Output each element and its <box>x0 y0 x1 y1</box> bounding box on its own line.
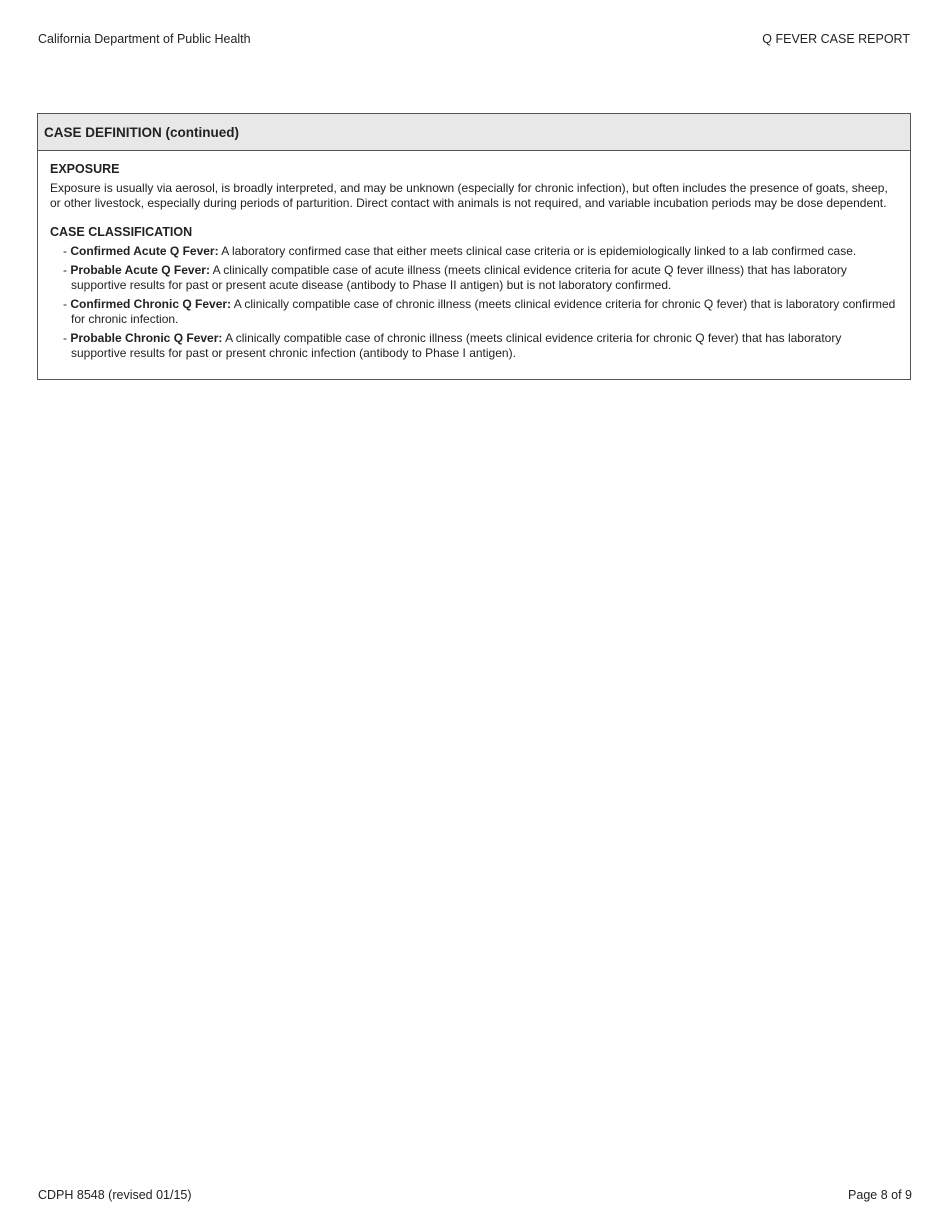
classification-text: A clinically compatible case of chronic illness (meets clinical evidence criteria for chronic Q fever) that has laboratory supportive results for past or present chronic infection (antibody to Phase I antigen). <box>71 331 842 360</box>
classification-text: A laboratory confirmed case that either meets clinical case criteria or is epidemiologically linked to a lab confirmed case. <box>221 244 857 258</box>
classification-term: Probable Acute Q Fever: <box>70 263 210 277</box>
classification-item-confirmed-chronic: - Confirmed Chronic Q Fever: A clinically compatible case of chronic illness (meets clinical evidence criteria for chronic Q fever) that is laboratory confirmed for chronic infection. <box>63 297 896 326</box>
classification-item-probable-chronic: - Probable Chronic Q Fever: A clinically compatible case of chronic illness (meets clinical evidence criteria for chronic Q fever) that has laboratory supportive results for past or present chronic infection (antibody to Phase I antigen). <box>63 331 842 360</box>
classification-text: A clinically compatible case of chronic illness (meets clinical evidence criteria for chronic Q fever) that is laboratory confirmed for chronic infection. <box>71 297 896 326</box>
classification-list <box>50 244 898 361</box>
classification-heading: CASE CLASSIFICATION <box>50 225 193 239</box>
report-title: Q FEVER CASE REPORT <box>762 32 910 46</box>
classification-term: Confirmed Chronic Q Fever: <box>70 297 232 311</box>
classification-term: Probable Chronic Q Fever: <box>70 331 223 345</box>
classification-term: Confirmed Acute Q Fever: <box>70 244 219 258</box>
form-id: CDPH 8548 (revised 01/15) <box>38 1188 192 1202</box>
classification-item-probable-acute: - Probable Acute Q Fever: A clinically compatible case of acute illness (meets clinical evidence criteria for acute Q fever illness) that has laboratory supportive results for past or present acute disease (antibody to Phase II antigen) but is not laboratory confirmed. <box>63 263 847 292</box>
agency-name: California Department of Public Health <box>38 32 251 46</box>
page-number: Page 8 of 9 <box>848 1188 912 1202</box>
case-definition-section <box>37 113 911 380</box>
exposure-text: Exposure is usually via aerosol, is broadly interpreted, and may be unknown (especially for chronic infection), but often includes the presence of goats, sheep, or other livestock, especially during periods of parturition. Direct contact with animals is not required, and variable incubation periods may be dose dependent. <box>50 181 888 210</box>
classification-item-confirmed-acute: - Confirmed Acute Q Fever: A laboratory confirmed case that either meets clinical case criteria or is epidemiologically linked to a lab confirmed case. <box>63 244 857 258</box>
section-title: CASE DEFINITION (continued) <box>38 114 910 151</box>
classification-text: A clinically compatible case of acute illness (meets clinical evidence criteria for acute Q fever illness) that has laboratory supportive results for past or present acute disease (antibody to Phase II antigen) but is not laboratory confirmed. <box>71 263 847 292</box>
exposure-heading: EXPOSURE <box>50 162 120 176</box>
section-body <box>38 151 910 379</box>
